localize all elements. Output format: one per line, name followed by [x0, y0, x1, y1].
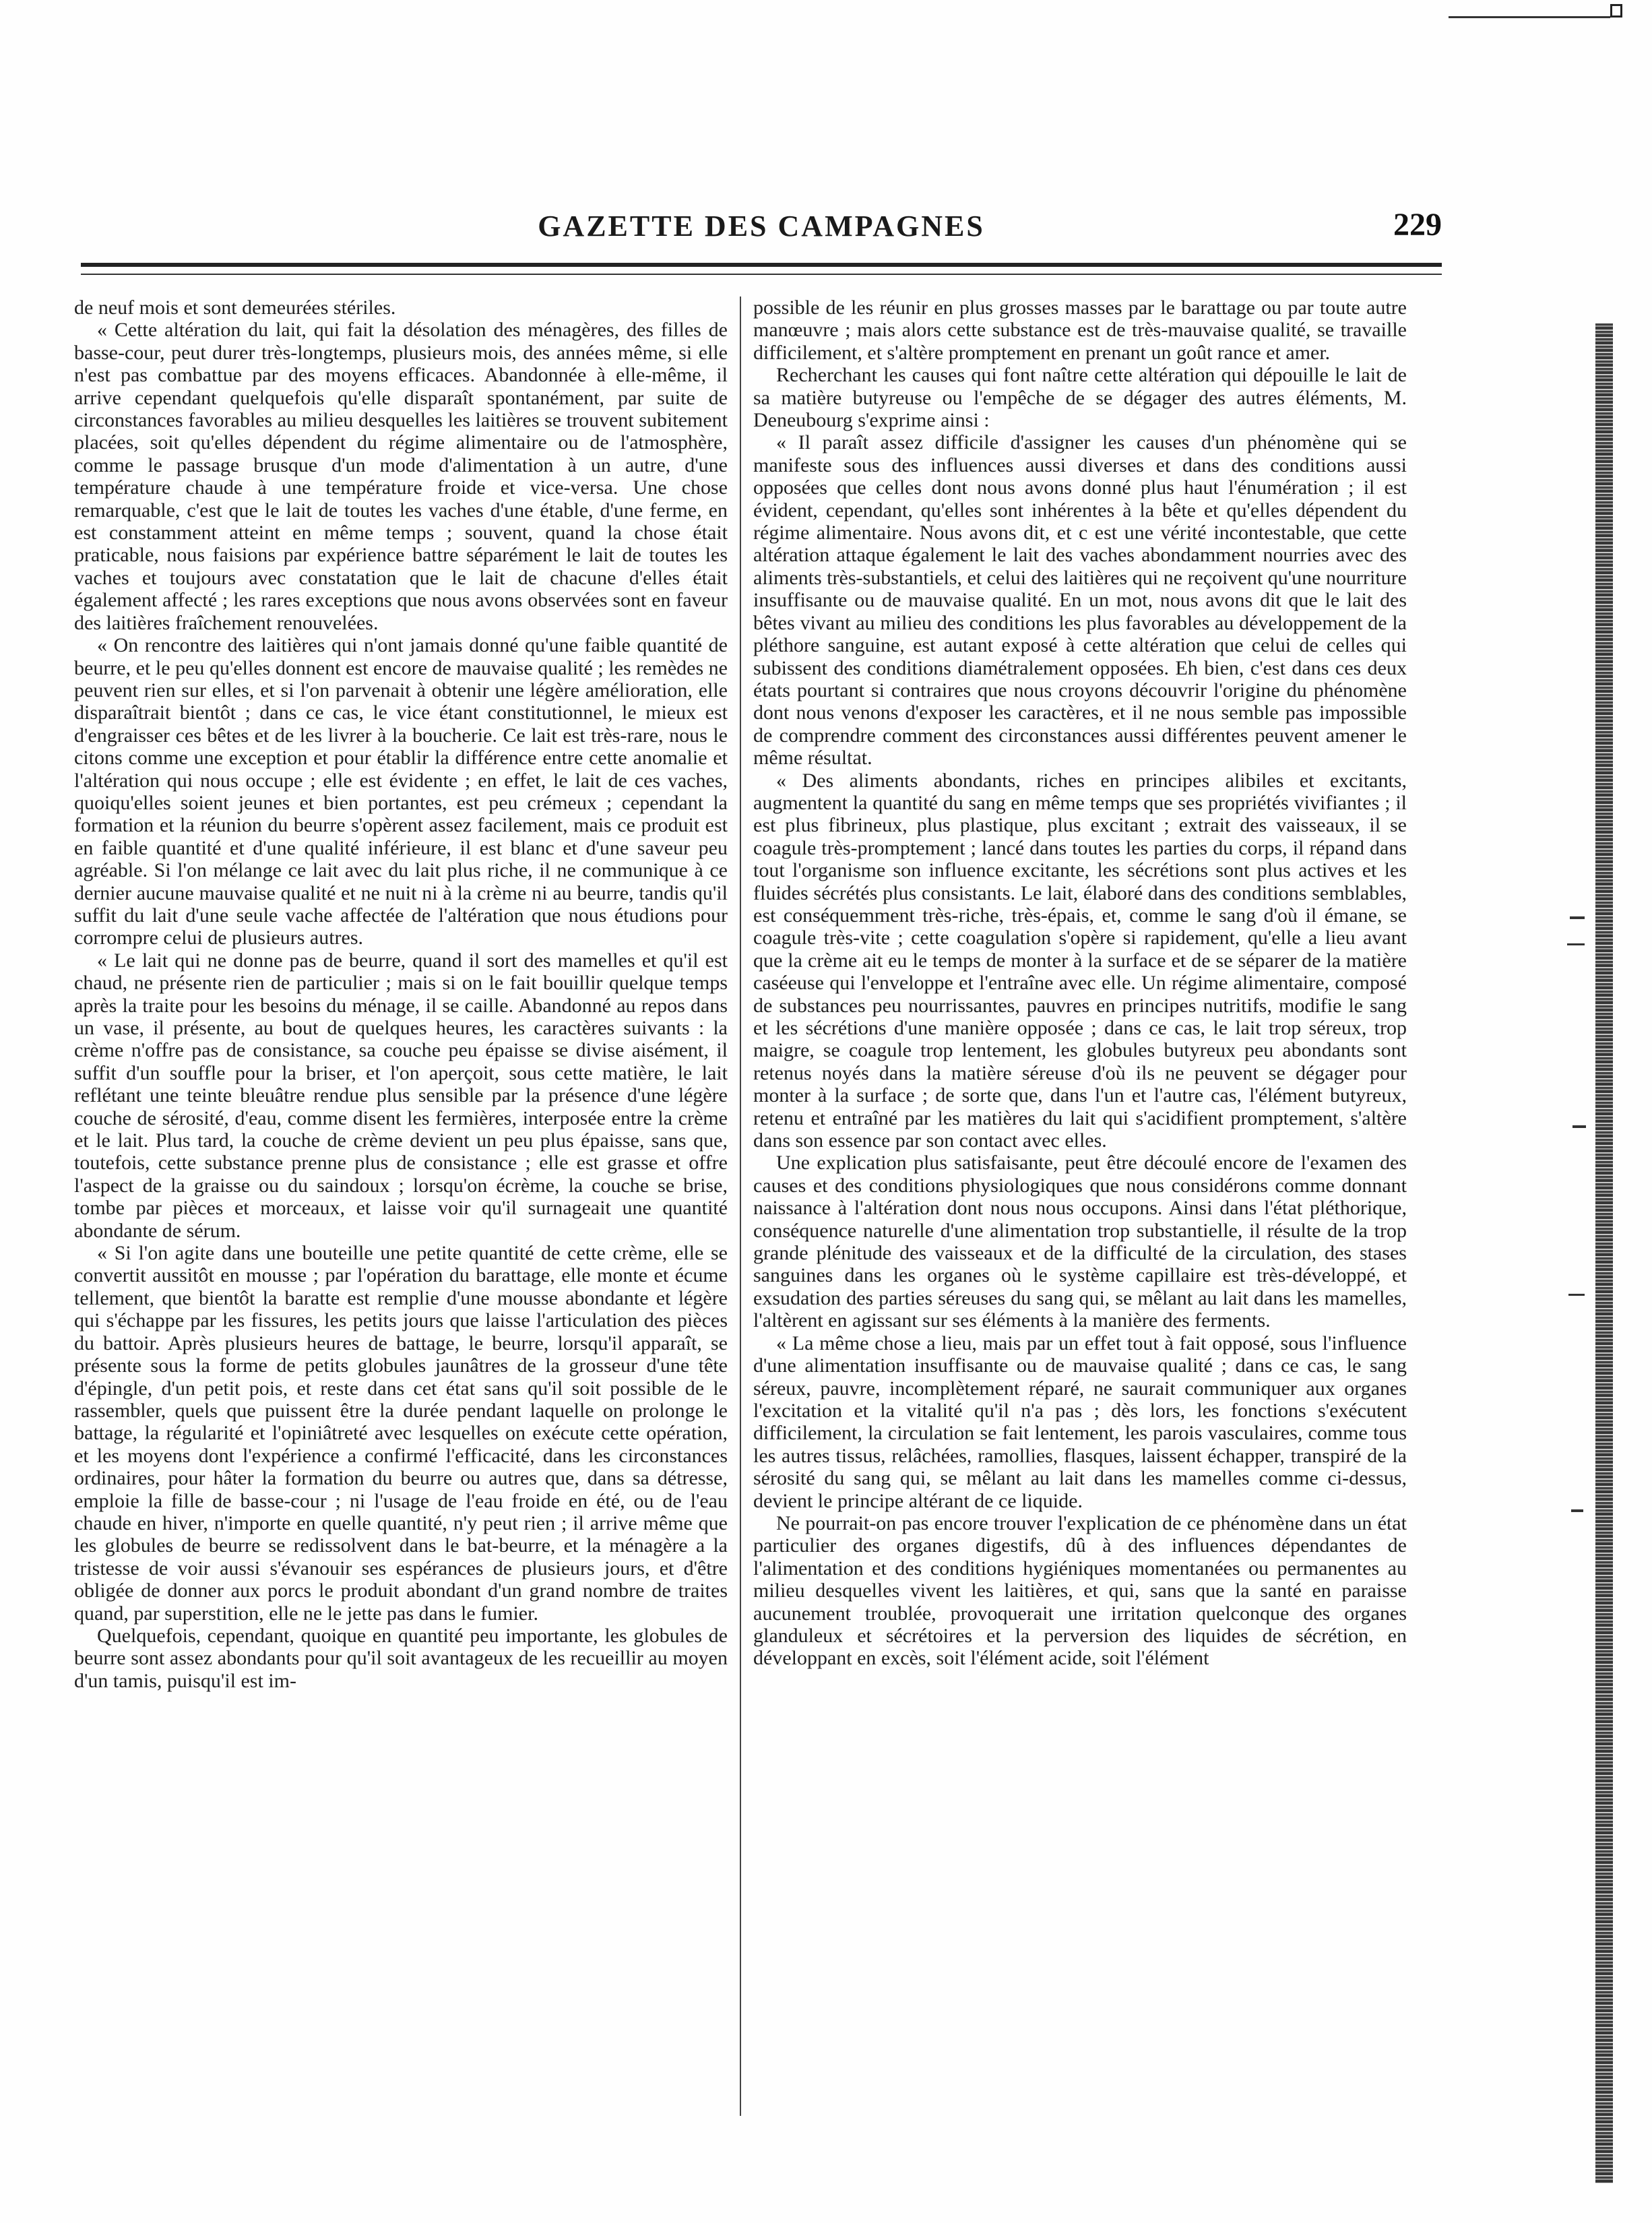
header-rule-thick [81, 263, 1442, 267]
scan-artifact-line [1449, 16, 1610, 18]
paragraph: « Des aliments abondants, riches en principes alibiles et excitants, augmentent la quantité du sang en même temps que ses propriétés vivifiantes ; il est plus fibrineux, plus plastique, plus excitant ; extrait des vaisseaux, il se coagule très-promptement ; lancé dans toutes les parties du corps, il répand dans tout l'organisme son influence excitante, les sécrétions sont plus actives et les fluides sécrétés plus consistants. Le lait, élaboré dans des conditions semblables, est conséquemment très-riche, très-épais, et, comme le sang d'où il émane, se coagule très-vite ; cette coagulation s'opère si rapidement, qu'elle a lieu avant que la crème ait eu le temps de monter à la surface et de se séparer de la matière caséeuse qui l'enveloppe et l'entraîne avec elle. Un régime alimentaire, composé de substances peu nourrissantes, pauvres en principes nutritifs, modifie le sang et les sécrétions d'une manière opposée ; dans ce cas, le lait trop séreux, trop maigre, se coagule trop lentement, les globules butyreux peu abondants sont retenus noyés dans la matière séreuse d'où ils ne peuvent se dégager pour monter à la surface ; de sorte que, dans l'un et l'autre cas, l'élément butyreux, retenu et entraîné par les matières du lait qui s'acidifient promptement, s'altère dans son essence par son contact avec elles. [753, 769, 1407, 1152]
paragraph: Recherchant les causes qui font naître cette altération qui dépouille le lait de sa matière butyreuse ou l'empêche de se dégager des autres éléments, M. Deneubourg s'exprime ainsi : [753, 364, 1407, 432]
left-column [74, 296, 728, 2156]
binding-edge-strip [1595, 323, 1613, 2183]
paragraph: « Il paraît assez difficile d'assigner les causes d'un phénomène qui se manifeste sous des influences aussi diverses et dans des conditions aussi opposées que celles dont nous avons donné plus haut l'énumération ; il est évident, cependant, qu'elles sont inhérentes à la bête et qu'elles dépendent du régime alimentaire. Nous avons dit, et c est une vérité incontestable, que cette altération attaque également le lait des vaches abondamment nourries avec des aliments très-substantiels, et celui des laitières qui ne reçoivent qu'une nourriture insuffisante ou de mauvaise qualité. En un mot, nous avons dit que le lait des bêtes vivant au milieu des conditions les plus favorables au développement de la pléthore sanguine, est autant exposé à cette altération que celui de celles qui subissent des conditions diamétralement opposées. Eh bien, c'est dans ces deux états pourtant si contraires que nous croyons découvrir l'origine du phénomène dont nous venons d'exposer les caractères, et il ne nous semble pas impossible de comprendre comment des circonstances aussi différentes peuvent amener le même résultat. [753, 431, 1407, 770]
page-number: 229 [1393, 207, 1442, 243]
header-rule-thin [81, 274, 1442, 275]
running-title: GAZETTE DES CAMPAGNES [538, 210, 985, 243]
paragraph: « On rencontre des laitières qui n'ont jamais donné qu'une faible quantité de beurre, et le peu qu'elles donnent est encore de mauvaise qualité ; les remèdes ne peuvent rien sur elles, et si l'on parvenait à obtenir une légère amélioration, elle disparaîtrait bientôt ; dans ce cas, le vice étant constitutionnel, le mieux est d'engraisser ces bêtes et de les livrer à la boucherie. Ce lait est très-rare, nous le citons comme une exception et pour établir la différence entre cette anomalie et l'altération qui nous occupe ; elle est évidente ; en effet, le lait de ces vaches, quoiqu'elles soient jeunes et bien portantes, est peu crémeux ; cependant la formation et la réunion du beurre s'opèrent assez facilement, mais ce produit est en faible quantité et d'une qualité inférieure, il est blanc et d'une saveur peu agréable. Si l'on mélange ce lait avec du lait plus riche, il ne communique à ce dernier aucune mauvaise qualité et ne nuit ni à la crème ni au beurre, tandis qu'il suffit du lait d'une seule vache affectée de l'altération que nous étudions pour corrompre celui de plusieurs autres. [74, 634, 728, 949]
paragraph: « Le lait qui ne donne pas de beurre, quand il sort des mamelles et qu'il est chaud, ne présente rien de particulier ; mais si on le fait bouillir quelque temps après la traite pour les besoins du ménage, il se caille. Abandonné au repos dans un vase, il présente, au bout de quelques heures, les caractères suivants : la crème n'offre pas de consistance, sa couche peu épaisse se divise aisément, il suffit d'un souffle pour la briser, et l'on aperçoit, sous cette matière, le lait reflétant une teinte bleuâtre rendue plus sensible par la présence d'une légère couche de sérosité, d'eau, comme disent les fermières, interposée entre la crème et le lait. Plus tard, la couche de crème devient un peu plus épaisse, sans que, toutefois, cette substance prenne plus de consistance ; elle est grasse et offre l'aspect de la graisse ou du saindoux ; lorsqu'on écrème, la couche se brise, tombe par pièces et morceaux, et laisse voir qu'il surnageait une quantité abondante de sérum. [74, 949, 728, 1242]
margin-scan-marks [1563, 916, 1590, 1523]
paragraph: « Si l'on agite dans une bouteille une petite quantité de cette crème, elle se convertit aussitôt en mousse ; par l'opération du barattage, elle monte et écume tellement, que bientôt la baratte est remplie d'une mousse abondante et légère qui s'échappe par les fissures, les petits jours que laisse l'articulation des pièces du battoir. Après plusieurs heures de battage, le beurre, lorsqu'il apparaît, se présente sous la forme de petits globules jaunâtres de la grosseur d'une tête d'épingle, d'un petit pois, et reste dans cet état sans qu'il soit possible de le rassembler, quels que puissent être la durée pendant laquelle on prolonge le battage, la régularité et l'opiniâtreté avec lesquelles on exécute cette opération, et les moyens dont l'expérience a confirmé l'efficacité, dans les circonstances ordinaires, pour hâter la formation du beurre ou autres que, dans sa détresse, emploie la fille de basse-cour ; ni l'usage de l'eau froide en été, ou de l'eau chaude en hiver, n'importe en quelle quantité, n'y peut rien ; il arrive même que les globules de beurre se redissolvent dans le bat-beurre, et la ménagère a la tristesse de voir aussi s'évanouir ses espérances de plusieurs jours, et d'être obligée de donner aux porcs le produit abondant d'un grand nombre de traites quand, par superstition, elle ne le jette pas dans le fumier. [74, 1242, 728, 1625]
paragraph: « La même chose a lieu, mais par un effet tout à fait opposé, sous l'influence d'une alimentation insuffisante ou de mauvaise qualité ; dans ce cas, le sang séreux, pauvre, incomplètement réparé, ne saurait communiquer aux organes l'excitation et la vitalité qu'il n'a pas ; dès lors, les fonctions s'exécutent difficilement, la circulation se fait lentement, les parois vasculaires, comme tous les autres tissus, relâchées, ramollies, flasques, laissent échapper, transpiré de la sérosité du sang qui, se mêlant au lait dans les mamelles comme ci-dessus, devient le principe altérant de ce liquide. [753, 1332, 1407, 1512]
paragraph: Quelquefois, cependant, quoique en quantité peu importante, les globules de beurre sont assez abondants pour qu'il soit avantageux de les recueillir au moyen d'un tamis, puisqu'il est im- [74, 1624, 728, 1692]
scan-corner-mark [1610, 4, 1622, 18]
paragraph: de neuf mois et sont demeurées stériles. [74, 296, 396, 319]
column-divider [740, 296, 741, 2116]
right-column [753, 296, 1407, 2156]
paragraph: Une explication plus satisfaisante, peut être découlé encore de l'examen des causes et des conditions physiologiques que nous considérons comme donnant naissance à l'altération dont nous nous occupons. Ainsi dans l'état pléthorique, conséquence naturelle d'une alimentation trop substantielle, il résulte de la trop grande plénitude des vaisseaux et de la difficulté de la circulation, des stases sanguines dans les organes où le système capillaire est très-développé, et exsudation des parties séreuses du sang qui, se mêlant au lait dans les mamelles, l'altèrent en agissant sur ses éléments à la manière des ferments. [753, 1152, 1407, 1332]
page-header [81, 202, 1442, 249]
paragraph: Ne pourrait-on pas encore trouver l'explication de ce phénomène dans un état particulier des organes digestifs, dû à des influences dépendantes de l'alimentation et des conditions hygiéniques momentanées ou permanentes au milieu desquelles vivent les laitières, et qui, sans que la santé en paraisse aucunement troublée, provoquerait une irritation quelconque des organes glanduleux et sécrétoires et la perversion des liquides de sécrétion, en développant en excès, soit l'élément acide, soit l'élément [753, 1511, 1407, 1670]
paragraph: « Cette altération du lait, qui fait la désolation des ménagères, des filles de basse-cour, peut durer très-longtemps, plusieurs mois, des années même, si elle n'est pas combattue par des moyens efficaces. Abandonnée à elle-même, il arrive cependant quelquefois qu'elle disparaît spontanément, par suite de circonstances favorables au milieu desquelles les laitières se trouvent subitement placées, soit qu'elles dépendent du régime alimentaire ou de l'atmosphère, comme le passage brusque d'un mode d'alimentation à un autre, d'une température chaude à une température froide et vice-versa. Une chose remarquable, c'est que le lait de toutes les vaches d'une étable, d'une ferme, en est constamment atteint en même temps ; souvent, quand la chose était praticable, nous faisions par expérience battre séparément le lait de toutes les vaches et toujours avec constatation que le lait de chacune d'elles était également affecté ; les rares exceptions que nous avons observées sont en faveur des laitières fraîchement renouvelées. [74, 319, 728, 634]
paragraph: possible de les réunir en plus grosses masses par le barattage ou par toute autre manœuvre ; mais alors cette substance est de très-mauvaise qualité, se travaille difficilement, et s'altère promptement en prenant un goût rance et amer. [753, 296, 1407, 364]
